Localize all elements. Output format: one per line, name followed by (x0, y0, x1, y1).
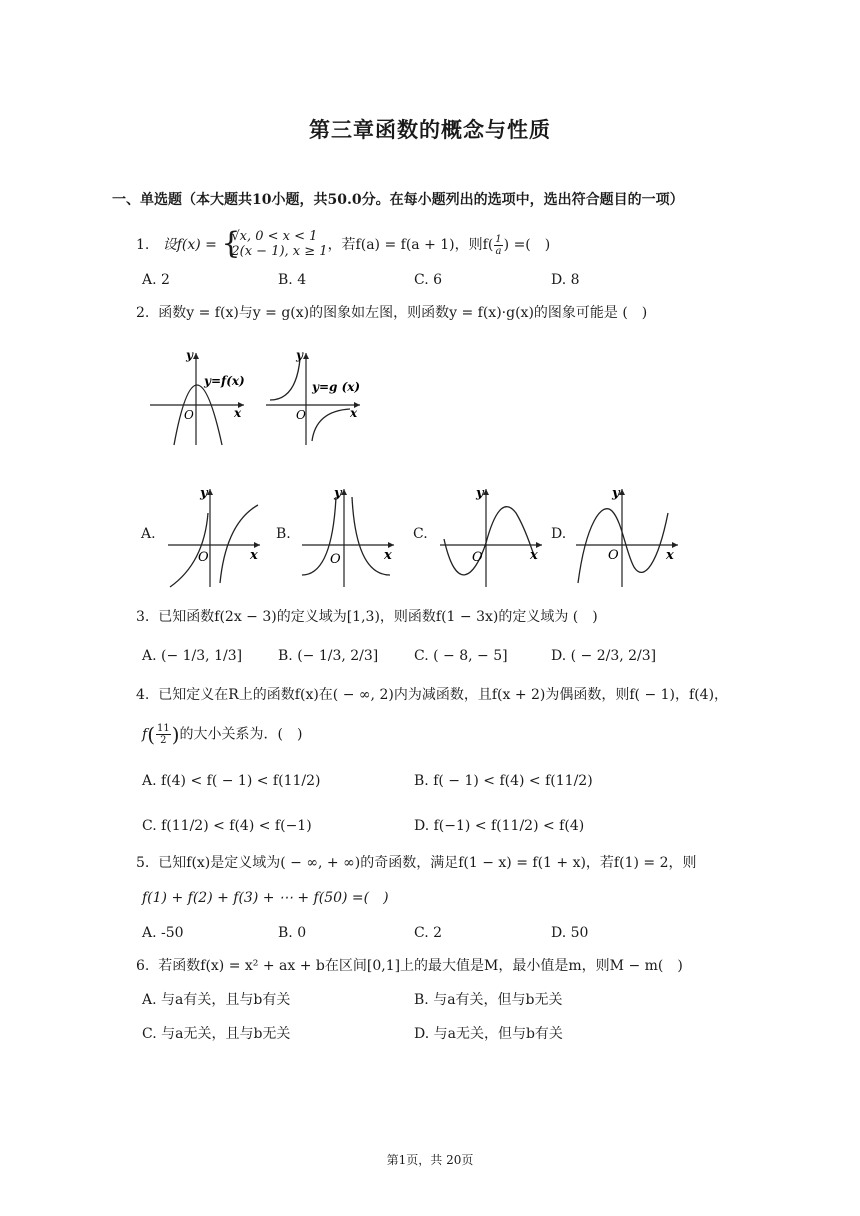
svg-text:x: x (350, 406, 358, 420)
svg-text:x: x (530, 548, 538, 563)
option-d[interactable]: D. (551, 526, 567, 542)
question-3: 3. 已知函数f(2x − 3)的定义域为[1,3)，则函数f(1 − 3x)的定义域为 ( ) (136, 609, 598, 625)
svg-text:x: x (234, 406, 242, 420)
option-d-graph[interactable] (572, 483, 682, 589)
question-4-cont: f( $\frac{11}{2}$ )的大小关系为．( ) (142, 722, 303, 747)
page-title: 第三章函数的概念与性质 (309, 117, 551, 142)
svg-text:O: O (608, 548, 619, 563)
option-d[interactable]: D. ( − 2/3, 2/3] (551, 648, 657, 664)
option-c[interactable]: C. 6 (414, 272, 443, 288)
svg-text:y=f(x): y=f(x) (204, 374, 245, 388)
option-d[interactable]: D. 8 (551, 272, 580, 288)
graph-f (150, 348, 245, 445)
option-c[interactable]: C. 与a无关，且与b无关 (142, 1026, 291, 1042)
option-a[interactable]: A. f(4) < f( − 1) < f(11/2) (142, 773, 321, 789)
graph-g (266, 348, 360, 445)
option-c[interactable]: C. (413, 526, 428, 542)
option-c[interactable]: C. f(11/2) < f(4) < f(−1) (142, 818, 312, 834)
question-number: 3. (136, 609, 150, 625)
svg-text:O: O (296, 408, 306, 422)
option-d[interactable]: D. 与a无关，但与b有关 (414, 1026, 563, 1042)
fraction: $\frac{1}{a}$ (495, 233, 502, 257)
page-footer: 第1页，共 20页 (386, 1153, 474, 1167)
option-b[interactable]: B. (− 1/3, 2/3] (278, 648, 379, 664)
question-5-cont: f(1) + f(2) + f(3) + ⋯ + f(50) =( ) (142, 890, 389, 906)
option-c[interactable]: C. 2 (414, 925, 443, 941)
question-number: 5. (136, 855, 150, 871)
question-number: 2. (136, 305, 150, 321)
question-number: 1. (136, 237, 150, 253)
question-5: 5. 已知f(x)是定义域为( − ∞, + ∞)的奇函数，满足f(1 − x) = f(1 + x)，若f(1) = 2，则 (136, 855, 697, 871)
option-d[interactable]: D. f(−1) < f(11/2) < f(4) (414, 818, 585, 834)
option-b-graph[interactable] (298, 483, 398, 589)
question-1: 1. 设f(x) = { √x, 0 < x < 1 2(x − 1), x ≥ 1 ，若f(a) = f(a + 1)，则f( $\frac{1}{a}$ ) =( ) (136, 226, 551, 261)
reference-graphs (146, 345, 366, 455)
svg-text:O: O (472, 550, 483, 565)
option-a[interactable]: A. -50 (142, 925, 184, 941)
option-a[interactable]: A. 与a有关，且与b有关 (142, 992, 291, 1008)
svg-text:y: y (200, 486, 208, 501)
option-b[interactable]: B. (276, 526, 291, 542)
option-c[interactable]: C. ( − 8, − 5] (414, 648, 508, 664)
svg-text:x: x (250, 548, 258, 563)
svg-text:y: y (296, 348, 303, 362)
svg-text:y=g (x): y=g (x) (312, 380, 361, 394)
option-a[interactable]: A. (141, 526, 156, 542)
svg-text:O: O (184, 408, 194, 422)
question-2: 2. 函数y = f(x)与y = g(x)的图象如左图，则函数y = f(x)·g(x)的图象可能是 ( ) (136, 305, 648, 321)
question-4: 4. 已知定义在R上的函数f(x)在( − ∞, 2)内为减函数，且f(x + 2)为偶函数，则f( − 1)，f(4)， (136, 687, 729, 703)
option-b[interactable]: B. f( − 1) < f(4) < f(11/2) (414, 773, 593, 789)
svg-text:y: y (476, 486, 484, 501)
option-b[interactable]: B. 0 (278, 925, 307, 941)
option-a[interactable]: A. (− 1/3, 1/3] (142, 648, 243, 664)
option-a-graph[interactable] (164, 483, 264, 589)
option-b[interactable]: B. 与a有关，但与b无关 (414, 992, 563, 1008)
svg-text:x: x (384, 548, 392, 563)
question-6: 6. 若函数f(x) = x² + ax + b在区间[0,1]上的最大值是M，最小值是m，则M − m( ) (136, 958, 683, 974)
svg-text:y: y (186, 348, 193, 362)
svg-text:O: O (330, 552, 341, 567)
option-a[interactable]: A. 2 (142, 272, 170, 288)
svg-text:y: y (612, 486, 620, 501)
svg-text:x: x (666, 548, 674, 563)
option-d[interactable]: D. 50 (551, 925, 589, 941)
piecewise-definition: { √x, 0 < x < 1 2(x − 1), x ≥ 1 (221, 226, 328, 261)
section-heading: 一、单选题（本大题共10小题，共50.0分。在每小题列出的选项中，选出符合题目的一项） (112, 192, 684, 208)
question-number: 6. (136, 958, 150, 974)
svg-text:y: y (334, 486, 342, 501)
svg-text:O: O (198, 550, 209, 565)
question-number: 4. (136, 687, 150, 703)
option-b[interactable]: B. 4 (278, 272, 307, 288)
option-c-graph[interactable] (436, 483, 546, 589)
